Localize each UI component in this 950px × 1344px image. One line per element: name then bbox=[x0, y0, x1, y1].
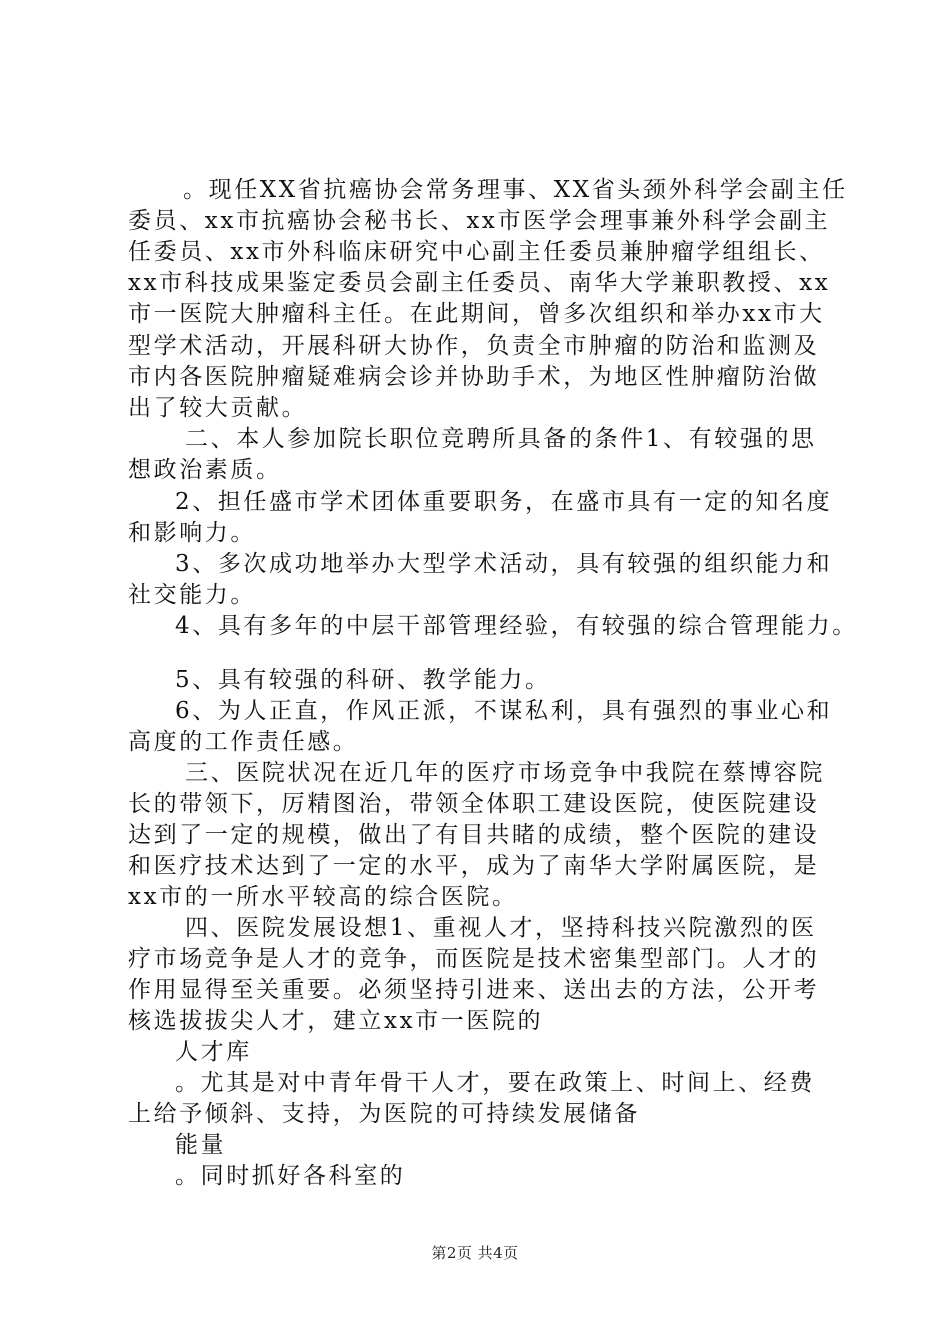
text-line: 委员、xx市抗癌协会秘书长、xx市医学会理事兼外科学会副主 bbox=[128, 208, 831, 234]
text-line: 达到了一定的规模，做出了有目共睹的成绩，整个医院的建设 bbox=[128, 822, 820, 848]
text-line: 作用显得至关重要。必须坚持引进来、送出去的方法，公开考 bbox=[128, 977, 820, 1003]
text-line: xx市科技成果鉴定委员会副主任委员、南华大学兼职教授、xx bbox=[128, 270, 831, 296]
text-line: 核选拔拔尖人才，建立xx市一医院的 bbox=[128, 1008, 544, 1034]
text-line: 任委员、xx市外科临床研究中心副主任委员兼肿瘤学组组长、 bbox=[128, 239, 825, 265]
text-line: 2、担任盛市学术团体重要职务，在盛市具有一定的知名度 bbox=[175, 489, 833, 515]
page-number-footer: 第2页 共4页 bbox=[431, 1244, 519, 1262]
text-line: 6、为人正直，作风正派，不谋私利，具有强烈的事业心和 bbox=[175, 698, 833, 724]
text-line: 4、具有多年的中层干部管理经验，有较强的综合管理能力。 bbox=[175, 613, 858, 639]
text-line: 上给予倾斜、支持，为医院的可持续发展储备 bbox=[128, 1101, 640, 1127]
text-line: 四、医院发展设想1、重视人才，坚持科技兴院激烈的医 bbox=[185, 915, 817, 941]
text-line: 人才库 bbox=[175, 1039, 252, 1065]
text-line: 3、多次成功地举办大型学术活动，具有较强的组织能力和 bbox=[175, 551, 833, 577]
text-line: xx市的一所水平较高的综合医院。 bbox=[128, 884, 518, 910]
text-line: 。现任XX省抗癌协会常务理事、XX省头颈外科学会副主任 bbox=[183, 177, 848, 203]
text-line: 市内各医院肿瘤疑难病会诊并协助手术，为地区性肿瘤防治做 bbox=[128, 364, 820, 390]
text-line: 和影响力。 bbox=[128, 520, 256, 546]
text-line: 5、具有较强的科研、教学能力。 bbox=[175, 667, 551, 693]
text-line: 型学术活动，开展科研大协作，负责全市肿瘤的防治和监测及 bbox=[128, 333, 820, 359]
text-line: 社交能力。 bbox=[128, 582, 256, 608]
text-line: 。尤其是对中青年骨干人才，要在政策上、时间上、经费 bbox=[175, 1070, 815, 1096]
text-line: 出了较大贡献。 bbox=[128, 395, 308, 421]
text-line: 二、本人参加院长职位竞聘所具备的条件1、有较强的思 bbox=[185, 426, 817, 452]
text-line: 想政治素质。 bbox=[128, 457, 282, 483]
text-line: 市一医院大肿瘤科主任。在此期间，曾多次组织和举办xx市大 bbox=[128, 301, 825, 327]
text-line: 三、医院状况在近几年的医疗市场竞争中我院在蔡博容院 bbox=[185, 760, 825, 786]
text-line: 和医疗技术达到了一定的水平，成为了南华大学附属医院，是 bbox=[128, 853, 820, 879]
text-line: 疗市场竞争是人才的竞争，而医院是技术密集型部门。人才的 bbox=[128, 946, 820, 972]
text-line: 。同时抓好各科室的 bbox=[175, 1163, 406, 1189]
text-line: 高度的工作责任感。 bbox=[128, 729, 359, 755]
text-line: 能量 bbox=[175, 1132, 227, 1158]
text-line: 长的带领下，厉精图治，带领全体职工建设医院，使医院建设 bbox=[128, 791, 820, 817]
